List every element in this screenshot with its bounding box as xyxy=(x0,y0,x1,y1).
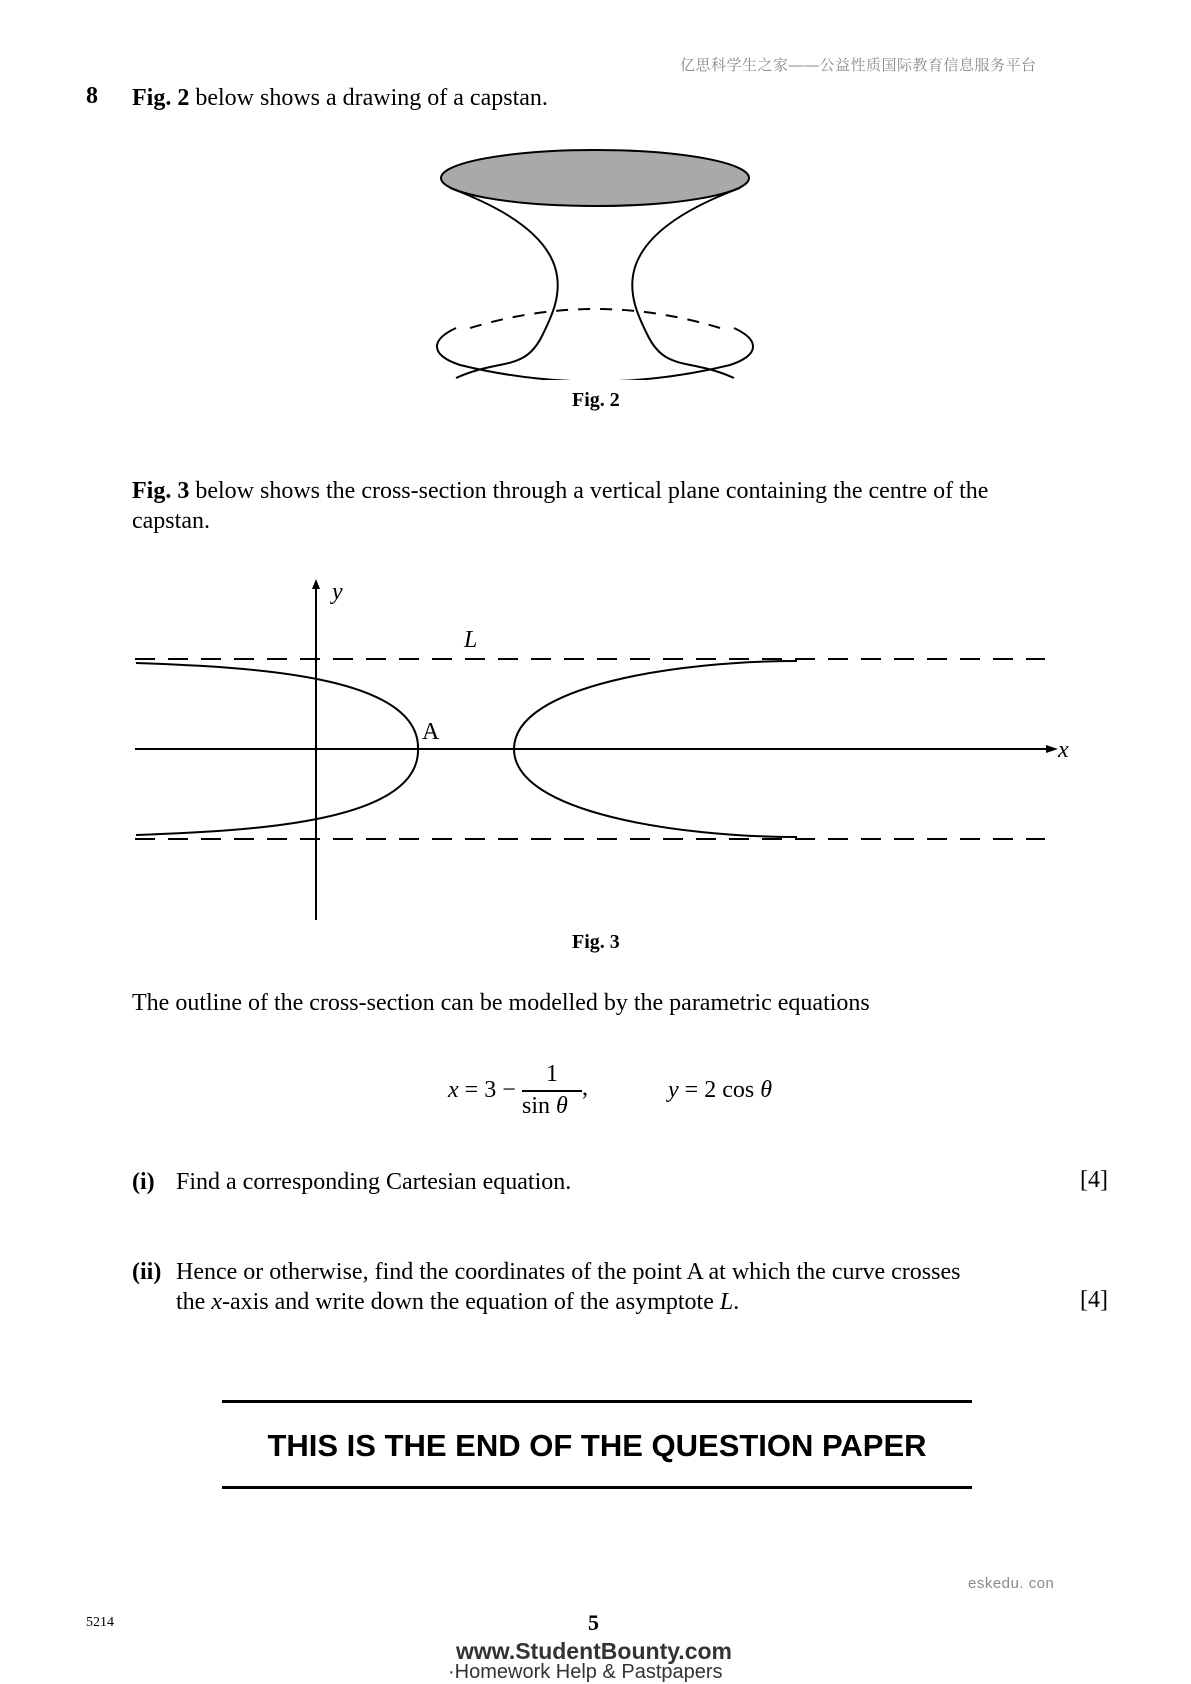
x-axis-label: x xyxy=(1058,737,1069,763)
studentbounty-url[interactable]: www.StudentBounty.com xyxy=(456,1638,732,1664)
fraction-bar xyxy=(522,1090,582,1092)
part-i-marks: [4] xyxy=(1080,1167,1108,1193)
end-banner: THIS IS THE END OF THE QUESTION PAPER xyxy=(267,1428,927,1463)
end-rule-bottom xyxy=(222,1486,972,1489)
capstan-drawing xyxy=(430,140,760,380)
intro-text: below shows a drawing of a capstan. xyxy=(189,85,548,111)
page-number: 5 xyxy=(588,1610,599,1635)
fig3-caption: Fig. 3 xyxy=(572,931,620,953)
fig2-caption: Fig. 2 xyxy=(572,389,620,411)
part-ii-marks: [4] xyxy=(1080,1287,1108,1313)
part-i-label: (i) xyxy=(132,1169,155,1195)
y-eq-lhs: y xyxy=(668,1077,679,1103)
model-text: The outline of the cross-section can be modelled by the parametric equations xyxy=(132,990,870,1016)
x-eq-numerator: 1 xyxy=(546,1061,558,1087)
part-ii-text-line1: Hence or otherwise, find the coordinates of the point A at which the curve crosses xyxy=(176,1259,961,1285)
capstan-bottom-front-edge xyxy=(437,328,753,380)
end-rule-top xyxy=(222,1400,972,1403)
y-eq-var: θ xyxy=(760,1077,772,1103)
part-i-text: Find a corresponding Cartesian equation. xyxy=(176,1169,572,1195)
paper-code: 5214 xyxy=(86,1615,114,1630)
x-eq-den-var: θ xyxy=(556,1093,568,1119)
part-ii-l2-pre: the xyxy=(176,1289,212,1315)
x-eq-comma: , xyxy=(582,1075,588,1101)
asymptote-label: L xyxy=(464,627,478,653)
question-number: 8 xyxy=(86,83,98,109)
part-ii-l2-mid: -axis and write down the equation of the asymptote xyxy=(221,1289,720,1315)
part-ii-l2-var2: L xyxy=(719,1289,734,1315)
header-watermark: 亿思科学生之家——公益性质国际教育信息服务平台 xyxy=(680,57,1037,74)
fig3-reference: Fig. 3 xyxy=(132,478,190,504)
x-eq-lhs: x xyxy=(448,1077,459,1103)
capstan-bottom-hidden-edge xyxy=(470,309,720,328)
part-ii-l2-post: . xyxy=(733,1289,740,1315)
part-ii-l2-var: x xyxy=(211,1289,222,1315)
x-equation xyxy=(448,1075,516,1105)
fig2-reference: Fig. 2 xyxy=(132,85,190,111)
fig3-description-line2: capstan. xyxy=(132,508,210,534)
capstan-top-ellipse xyxy=(441,150,749,206)
y-equation xyxy=(668,1075,772,1105)
footer-watermark: eskedu. con xyxy=(968,1575,1055,1592)
y-axis-label: y xyxy=(332,579,343,605)
intro-line xyxy=(132,83,548,113)
fig3-description-line1 xyxy=(132,476,988,506)
cross-section-graph xyxy=(120,575,1080,925)
y-axis-arrow xyxy=(312,579,320,589)
part-ii-text-line2 xyxy=(176,1287,739,1317)
studentbounty-tagline: ·Homework Help & Pastpapers xyxy=(448,1661,723,1683)
capstan-right-profile xyxy=(632,188,740,378)
capstan-left-profile xyxy=(450,188,558,378)
x-axis-arrow xyxy=(1046,745,1058,753)
point-a-label: A xyxy=(422,719,440,745)
part-ii-label: (ii) xyxy=(132,1259,162,1285)
x-eq-den-fn: sin xyxy=(522,1093,551,1119)
y-eq-rhs: = 2 cos xyxy=(684,1077,761,1103)
x-eq-equals: = 3 − xyxy=(464,1077,516,1103)
fig3-text-1: below shows the cross-section through a vertical plane containing the centre of the xyxy=(189,478,989,504)
